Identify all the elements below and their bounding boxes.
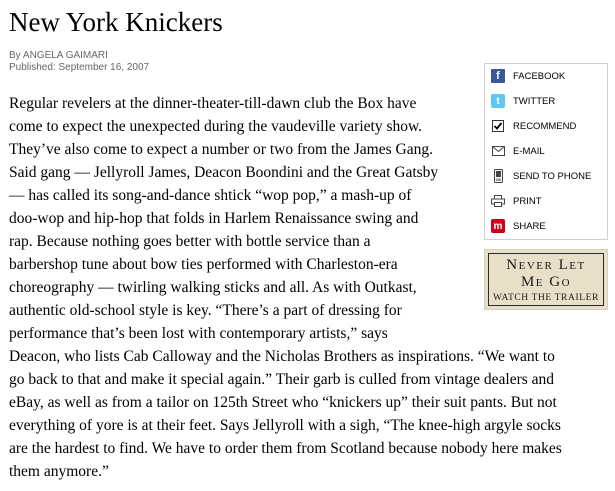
body-line: eBay, as well as from a tailor on 125th Street who “knickers up” their suit pants. But not bbox=[9, 394, 557, 411]
facebook-button[interactable] bbox=[491, 68, 565, 84]
body-line: are the hardest to find. We have to order them from Scotland because nobody here makes bbox=[9, 440, 562, 457]
byline-author: By ANGELA GAIMARI bbox=[9, 50, 108, 61]
tool-label-twitter: TWITTER bbox=[513, 95, 556, 107]
body-line: authentic old-school style is key. “There’s a part of dressing for bbox=[9, 302, 402, 319]
body-line: They’ve also come to expect a number or two from the James Gang. bbox=[9, 141, 433, 158]
body-line: barbershop tune about bow ties performed with Charleston-era bbox=[9, 256, 398, 273]
article-body bbox=[9, 92, 614, 483]
body-line: Deacon, who lists Cab Calloway and the Nicholas Brothers as inspirations. “We want to bbox=[9, 348, 555, 365]
tool-label-email: E-MAIL bbox=[513, 145, 545, 157]
body-line: choreography — twirling walking sticks and all. As with Outkast, bbox=[9, 279, 417, 296]
tool-label-facebook: FACEBOOK bbox=[513, 70, 566, 82]
tool-label-send-to-phone: SEND TO PHONE bbox=[513, 170, 592, 182]
body-line: come to expect the unexpected during the vaudeville variety show. bbox=[9, 118, 423, 135]
tool-label-print: PRINT bbox=[513, 195, 542, 207]
watch-trailer-link[interactable]: WATCH THE TRAILER bbox=[493, 293, 599, 303]
body-line: go back to that and make it special again.” Their garb is culled from vintage dealers and bbox=[9, 371, 555, 388]
twitter-icon: t bbox=[491, 94, 505, 108]
tool-label-share: SHARE bbox=[513, 220, 546, 232]
body-line: — has called its song-and-dance shtick “wop pop,” a mash-up of bbox=[9, 187, 412, 204]
body-line: them anymore.” bbox=[9, 463, 109, 480]
body-line: Said gang — Jellyroll James, Deacon Boondini and the Great Gatsby bbox=[9, 164, 439, 181]
body-line: everything of yore is at their feet. Says Jellyroll with a sigh, “The knee-high argyle socks bbox=[9, 417, 561, 434]
tool-label-recommend: RECOMMEND bbox=[513, 120, 577, 132]
article-byline bbox=[9, 50, 149, 74]
share-icon: m bbox=[491, 219, 505, 233]
body-line: rap. Because nothing goes better with bottle service than a bbox=[9, 233, 371, 250]
body-line: Regular revelers at the dinner-theater-till-dawn club the Box have bbox=[9, 95, 417, 112]
article-headline: New York Knickers bbox=[9, 7, 223, 37]
body-line: performance that’s been lost with contemporary artists,” says bbox=[9, 325, 388, 342]
body-line: doo-wop and hip-hop that folds in Harlem Renaissance swing and bbox=[9, 210, 419, 227]
facebook-icon: f bbox=[491, 69, 505, 83]
ad-title: Never Let Me Go bbox=[506, 257, 586, 290]
byline-published-date: Published: September 16, 2007 bbox=[9, 62, 150, 73]
